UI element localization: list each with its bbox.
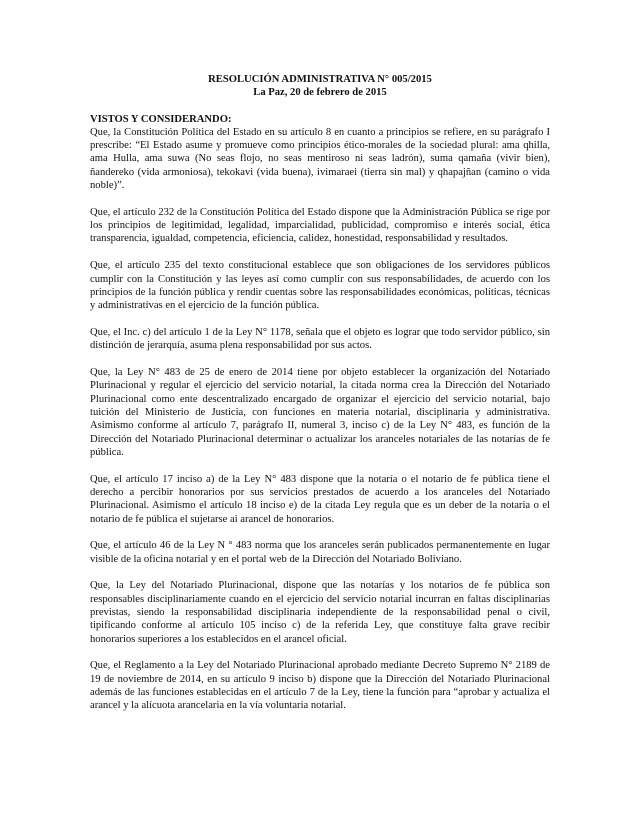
paragraph: Que, el artículo 46 de la Ley N ° 483 norma que los aranceles serán publicados permanentemente en lugar visible de la oficina notarial y en el portal web de la Dirección del Notariado Boliviano. bbox=[90, 540, 550, 565]
document-page bbox=[90, 73, 550, 726]
section-heading: VISTOS Y CONSIDERANDO: bbox=[90, 113, 232, 125]
paragraph: Que, la Ley del Notariado Plurinacional, dispone que las notarías y los notarios de fe pública son responsables disciplinariamente cuando en el ejercicio del servicio notarial incurran en faltas disciplinarias previstas, siendo la responsabilidad disciplinaria independiente de la responsabilidad penal o civil, tipificando conforme al artículo 105 inciso c) de la referida Ley, que constituye falta grave recibir honorarios superiores a los establecidos en el arancel oficial. bbox=[90, 580, 550, 645]
paragraph: Que, el Reglamento a la Ley del Notariado Plurinacional aprobado mediante Decreto Supremo N° 2189 de 19 de noviembre de 2014, en su artículo 9 inciso b) dispone que la Dirección del Notariado Plurinacional además de las funciones establecidas en el artículo 7 de la Ley, tiene la función para “aprobar y actualiza el arancel y la alícuota arancelaria en la vía voluntaria notarial. bbox=[90, 660, 550, 712]
paragraph: Que, el artículo 232 de la Constitución Política del Estado dispone que la Administración Pública se rige por los principios de legitimidad, legalidad, imparcialidad, publicidad, compromiso e interés social, ética transparencia, igualdad, competencia, eficiencia, calidez, honestidad, responsabilidad y resultados. bbox=[90, 206, 550, 245]
document-date: La Paz, 20 de febrero de 2015 bbox=[253, 87, 387, 99]
paragraph: Que, la Constitución Política del Estado en su artículo 8 en cuanto a principios se refiere, en su parágrafo I prescribe: “El Estado asume y promueve como principios ético-morales de la sociedad plural: ama qhilla, ama Hulla, ama suwa (No seas flojo, no seas mentiroso ni seas ladrón), suma qamaña (vivir bien), ñandereko (vida armoniosa), tekokavi (vida buena), ivimaraei (tierra sin mal) y qhapajñan (camino o vida noble)”. bbox=[90, 126, 550, 192]
paragraph: Que, el artículo 235 del texto constitucional establece que son obligaciones de los servidores públicos cumplir con la Constitución y las leyes así como cumplir con sus responsabilidades, de acuerdo con los principios de la función pública y rendir cuentas sobre las responsabilidades económicas, políticas, técnicas y administrativas en el ejercicio de la función pública. bbox=[90, 260, 550, 312]
paragraph: Que, el Inc. c) del artículo 1 de la Ley N° 1178, señala que el objeto es lograr que todo servidor público, sin distinción de jerarquía, asuma plena responsabilidad por sus actos. bbox=[90, 326, 550, 352]
paragraph: Que, el artículo 17 inciso a) de la Ley N° 483 dispone que la notaría o el notario de fe pública tiene el derecho a percibir honorarios por sus servicios prestados de acuerdo a los aranceles del Notariado Plurinacional. Asimismo el artículo 18 inciso e) de la citada Ley regula que es un deber de la notaria o el notario de fe pública el sujetarse ai arancel de honorarios. bbox=[90, 473, 550, 525]
paragraph: Que, la Ley N° 483 de 25 de enero de 2014 tiene por objeto establecer la organización del Notariado Plurinacional y regular el ejercicio del servicio notarial, la citada norma crea la Dirección del Notariado Plurinacional como ente descentralizado encargado de organizar el ejercicio del servicio notarial, bajo tuición del Ministerio de Justicia, con funciones en materia notarial, disciplinaria y administrativa. Asimismo conforme al artículo 7, parágrafo II, numeral 3, inciso c) de la Ley N° 483, es función de la Dirección del Notariado Plurinacional determinar o actualizar los aranceles notariales de las notarías de fe pública. bbox=[90, 367, 550, 458]
document-title: RESOLUCIÓN ADMINISTRATIVA N° 005/2015 bbox=[208, 74, 432, 85]
